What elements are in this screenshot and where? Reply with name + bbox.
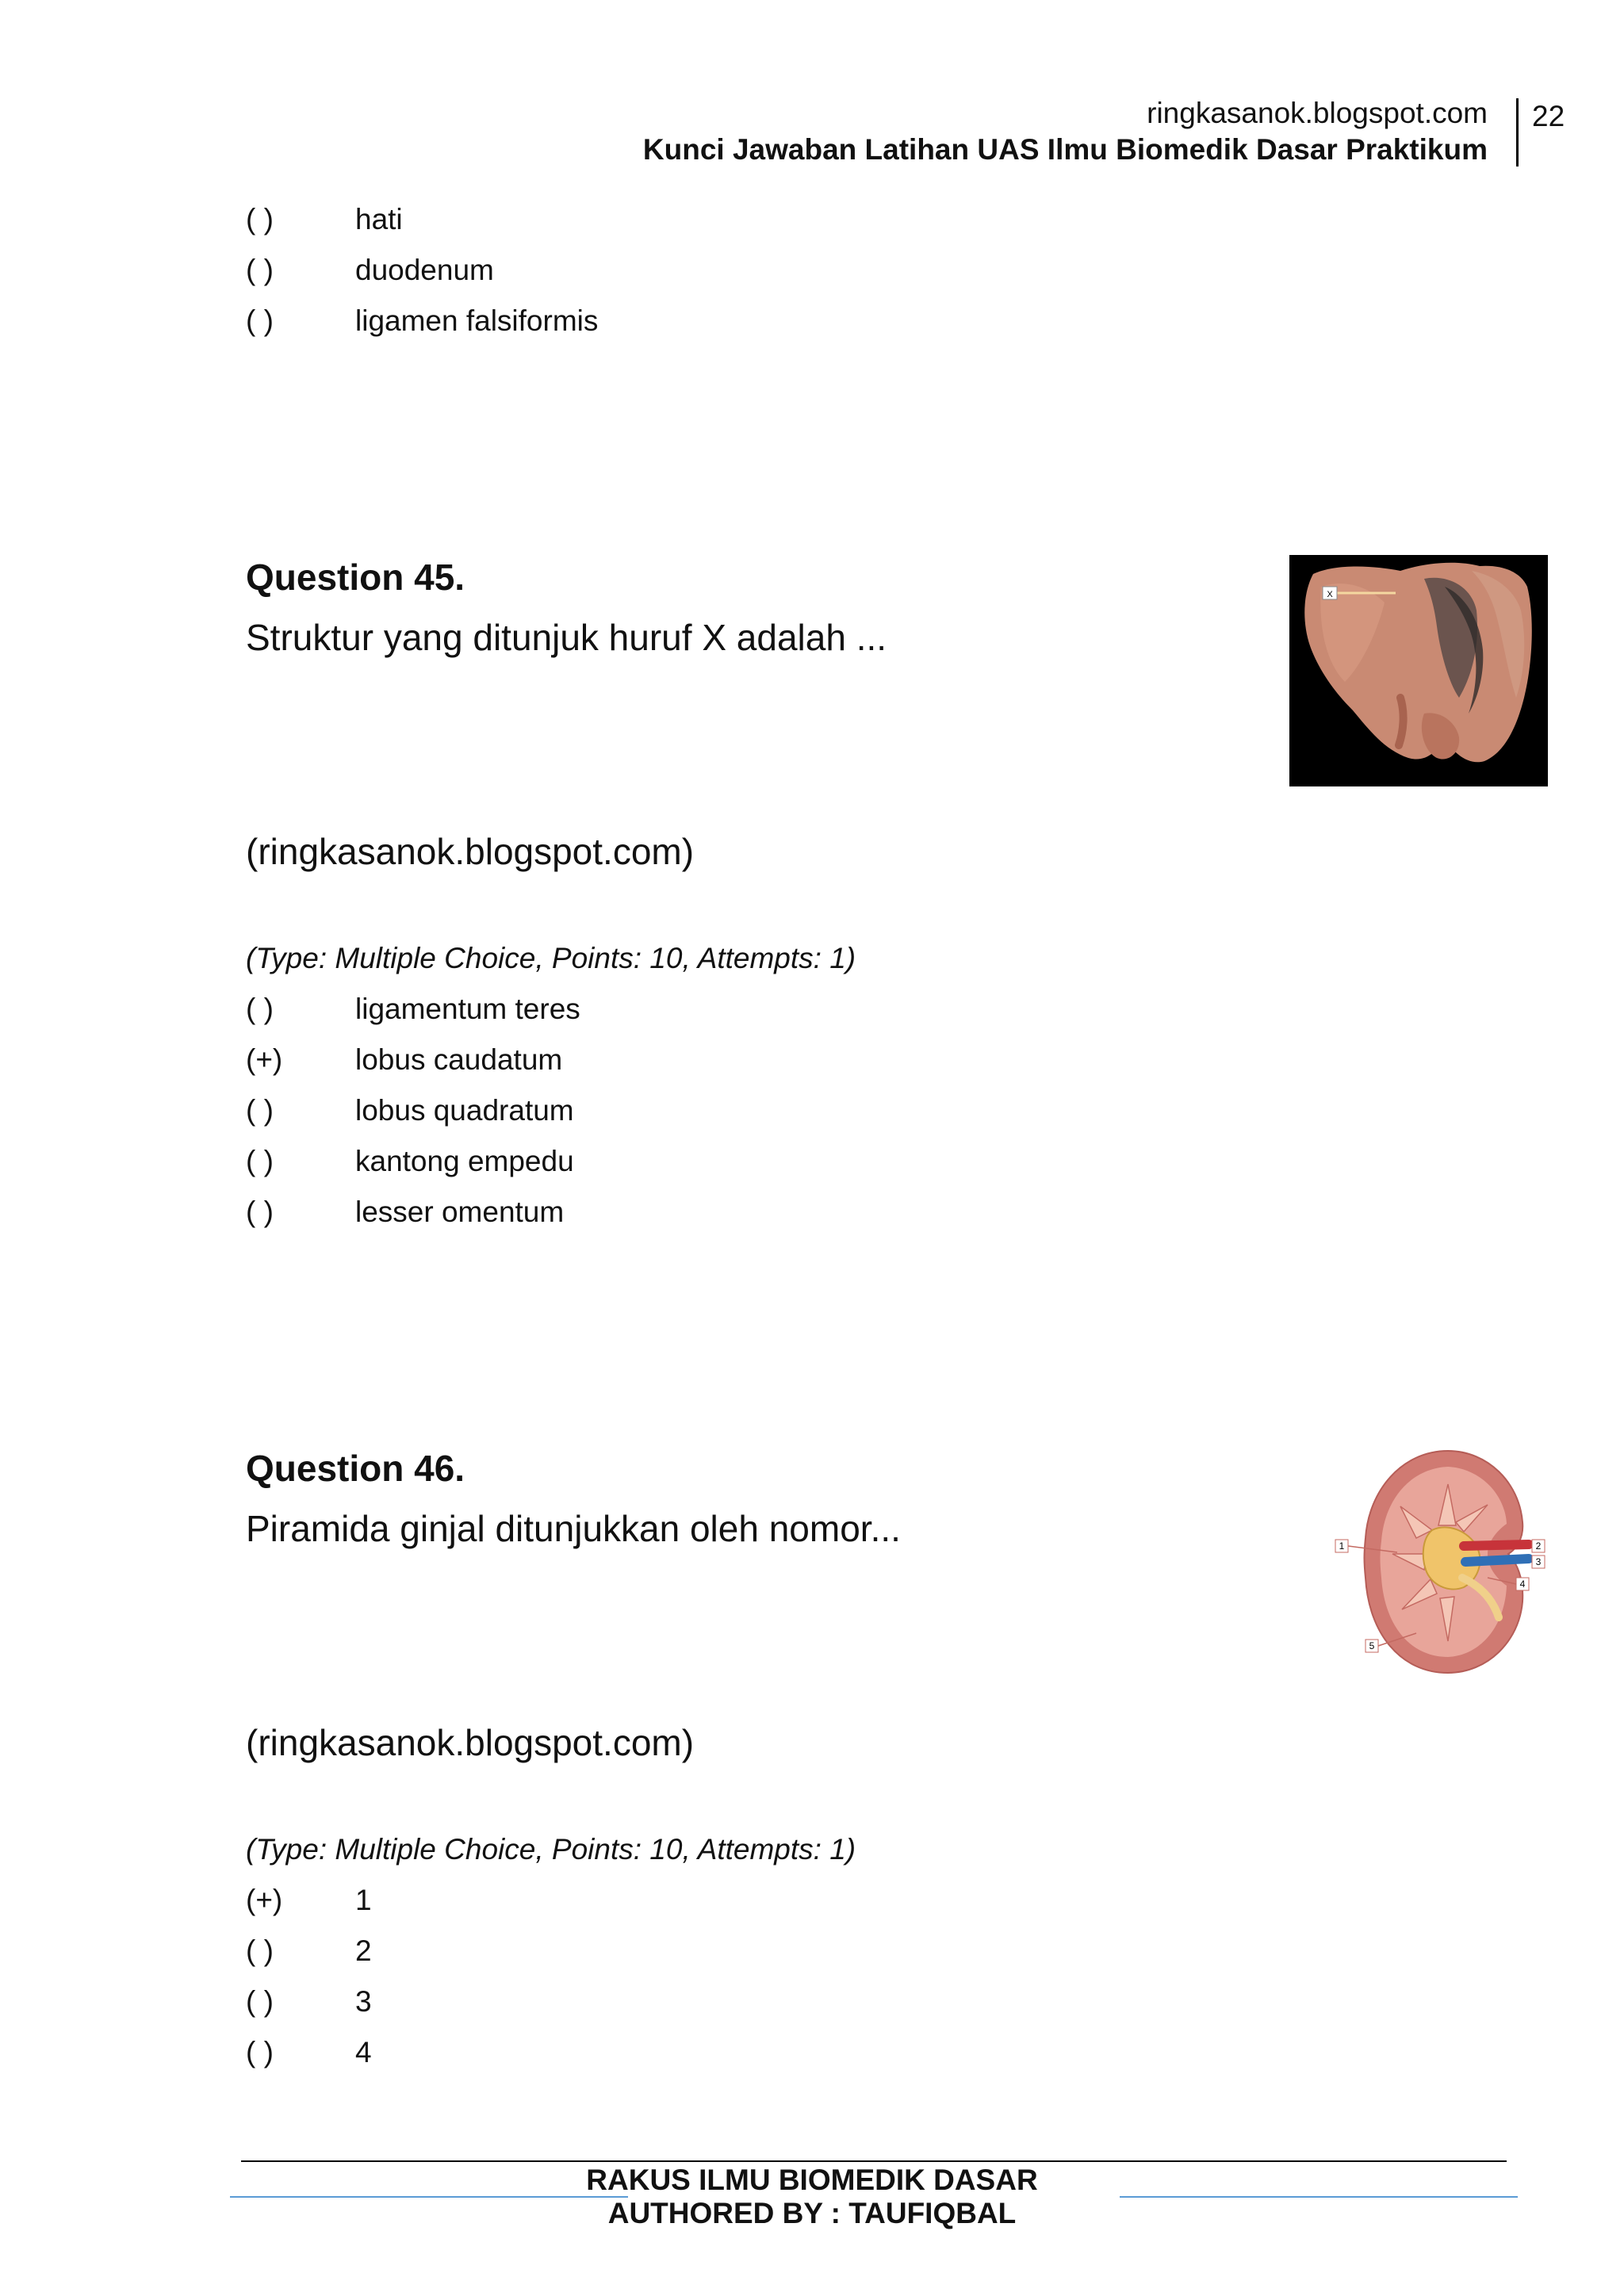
source-text: (ringkasanok.blogspot.com) xyxy=(246,831,695,872)
answer-option xyxy=(246,303,598,339)
page-header xyxy=(643,95,1488,168)
liver-label-x: X xyxy=(1327,590,1333,599)
answer-text: hati xyxy=(355,203,403,235)
answer-option xyxy=(246,252,494,289)
answer-option xyxy=(246,1194,564,1230)
answer-option xyxy=(246,1042,562,1078)
answer-mark: (+) xyxy=(246,1043,283,1076)
answer-text: lobus quadratum xyxy=(355,1094,574,1127)
footer-line-2: AUTHORED BY : TAUFIQBAL xyxy=(607,2197,1017,2229)
answer-mark: ( ) xyxy=(246,254,274,286)
answer-option xyxy=(246,201,403,238)
answer-mark: ( ) xyxy=(246,1985,274,2018)
page-number: 22 xyxy=(1532,100,1565,132)
answer-mark: ( ) xyxy=(246,1934,274,1967)
answer-mark: ( ) xyxy=(246,2036,274,2068)
answer-mark: ( ) xyxy=(246,203,274,235)
answer-mark: ( ) xyxy=(246,1196,274,1228)
header-divider xyxy=(1516,98,1519,166)
answer-option xyxy=(246,1143,574,1180)
kidney-label-5: 5 xyxy=(1369,1640,1375,1651)
answer-text: ligamen falsiformis xyxy=(355,304,599,337)
answer-mark: ( ) xyxy=(246,1145,274,1177)
source-text: (ringkasanok.blogspot.com) xyxy=(246,1722,695,1763)
answer-option xyxy=(246,1093,574,1129)
question-number: Question 46. xyxy=(246,1448,465,1489)
kidney-label-2: 2 xyxy=(1535,1540,1542,1552)
answer-text: ligamentum teres xyxy=(355,993,580,1025)
answer-mark: ( ) xyxy=(246,993,274,1025)
footer-line-1: RAKUS ILMU BIOMEDIK DASAR xyxy=(586,2164,1038,2196)
kidney-label-3: 3 xyxy=(1535,1556,1542,1567)
liver-image xyxy=(1289,555,1548,786)
header-site: ringkasanok.blogspot.com xyxy=(1147,97,1488,129)
kidney-label-4: 4 xyxy=(1519,1578,1526,1590)
question-meta: (Type: Multiple Choice, Points: 10, Attempts: 1) xyxy=(246,942,856,974)
footer-rule xyxy=(241,2160,1507,2162)
question-text: Piramida ginjal ditunjukkan oleh nomor... xyxy=(246,1508,901,1549)
answer-text: lesser omentum xyxy=(355,1196,565,1228)
answer-mark: (+) xyxy=(246,1884,283,1916)
answer-mark: ( ) xyxy=(246,304,274,337)
answer-option xyxy=(246,2034,372,2071)
answer-option xyxy=(246,1933,372,1969)
answer-text: 4 xyxy=(355,2036,372,2068)
answer-text: kantong empedu xyxy=(355,1145,574,1177)
question-meta: (Type: Multiple Choice, Points: 10, Attempts: 1) xyxy=(246,1833,856,1866)
answer-mark: ( ) xyxy=(246,1094,274,1127)
answer-option xyxy=(246,1984,372,2020)
kidney-image xyxy=(1329,1443,1551,1681)
header-title: Kunci Jawaban Latihan UAS Ilmu Biomedik Dasar Praktikum xyxy=(642,133,1488,166)
question-text: Struktur yang ditunjuk huruf X adalah ... xyxy=(246,617,887,658)
answer-text: duodenum xyxy=(355,254,494,286)
answer-text: 1 xyxy=(355,1884,372,1916)
answer-text: lobus caudatum xyxy=(355,1043,563,1076)
kidney-label-1: 1 xyxy=(1339,1540,1345,1552)
answer-text: 3 xyxy=(355,1985,372,2018)
question-number: Question 45. xyxy=(246,557,465,598)
answer-option xyxy=(246,991,580,1027)
answer-text: 2 xyxy=(355,1934,372,1967)
answer-option xyxy=(246,1882,372,1919)
